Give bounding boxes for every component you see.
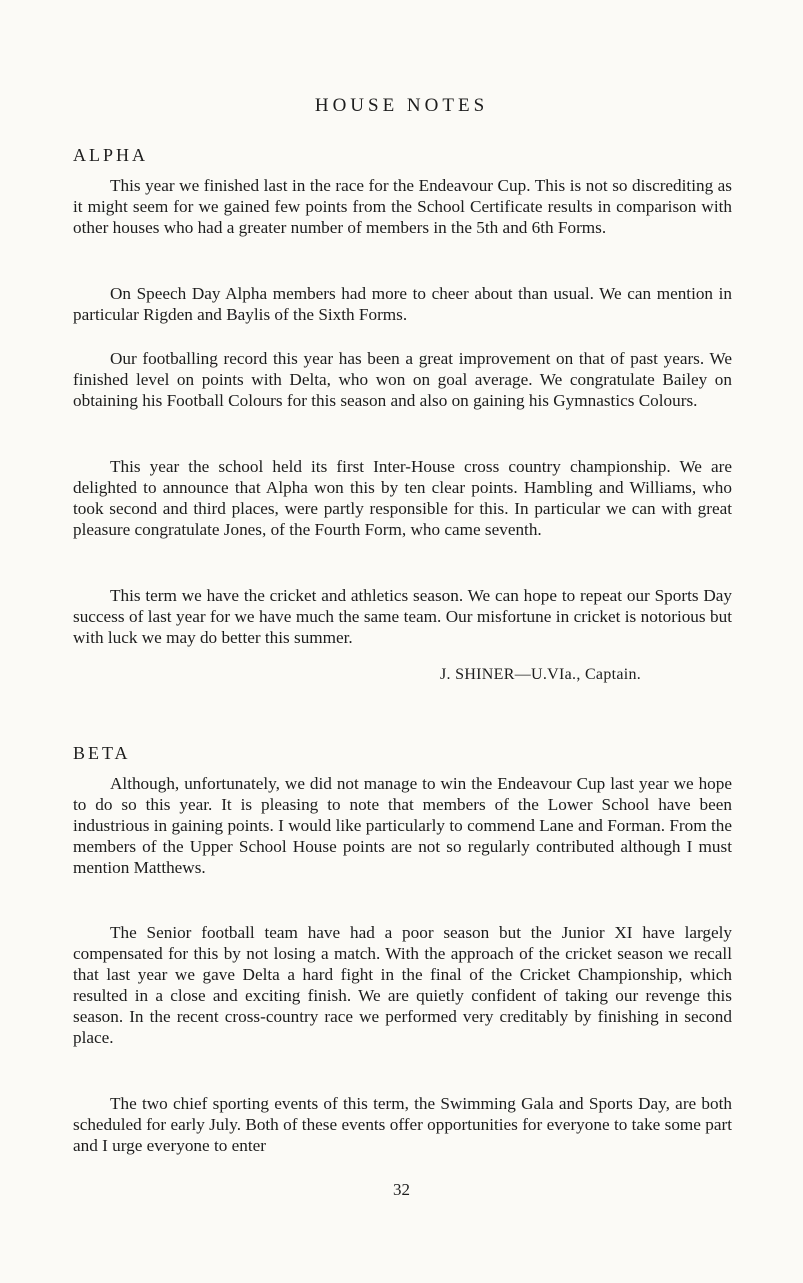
alpha-paragraph-5: This term we have the cricket and athletics season. We can hope to repeat our Sports Day success of last year for we have much the same team. Our misfortune in cricket is notorious but with luck we may do better this summer. <box>73 586 732 647</box>
section-heading-beta: BETA <box>73 743 131 763</box>
beta-paragraph-1: Although, unfortunately, we did not manage to win the Endeavour Cup last year we hope to do so this year. It is pleasing to note that members of the Lower School have been industrious in gaining points. I would like particularly to commend Lane and Forman. From the members of the Upper School House points are not so regularly contributed although I must mention Matthews. <box>73 774 732 877</box>
alpha-signature: J. SHINER—U.VIa., Captain. <box>440 666 642 683</box>
alpha-paragraph-2: On Speech Day Alpha members had more to cheer about than usual. We can mention in particular Rigden and Baylis of the Sixth Forms. <box>73 284 732 324</box>
beta-paragraph-2: The Senior football team have had a poor season but the Junior XI have largely compensated for this by not losing a match. With the approach of the cricket season we recall that last year we gave Delta a hard fight in the final of the Cricket Championship, which resulted in a close and exciting finish. We are quietly confident of taking our revenge this season. In the recent cross-country race we performed very creditably by finishing in second place. <box>73 923 732 1047</box>
page-title: HOUSE NOTES <box>314 95 489 116</box>
page-number: 32 <box>393 1180 410 1199</box>
alpha-paragraph-1: This year we finished last in the race for the Endeavour Cup. This is not so discrediting as it might seem for we gained few points from the School Certificate results in comparison with other houses who had a greater number of members in the 5th and 6th Forms. <box>73 176 732 237</box>
alpha-paragraph-3: Our footballing record this year has been a great improvement on that of past years. We finished level on points with Delta, who won on goal average. We congratulate Bailey on obtaining his Football Colours for this season and also on gaining his Gymnastics Colours. <box>73 349 732 410</box>
section-heading-alpha: ALPHA <box>73 145 149 165</box>
beta-paragraph-3: The two chief sporting events of this term, the Swimming Gala and Sports Day, are both scheduled for early July. Both of these events offer opportunities for everyone to take some part and I urge everyone to enter <box>73 1094 732 1155</box>
alpha-paragraph-4: This year the school held its first Inter-House cross country championship. We are delighted to announce that Alpha won this by ten clear points. Hambling and Williams, who took second and third places, were partly responsible for this. In particular we can with great pleasure congratulate Jones, of the Fourth Form, who came seventh. <box>73 457 732 539</box>
